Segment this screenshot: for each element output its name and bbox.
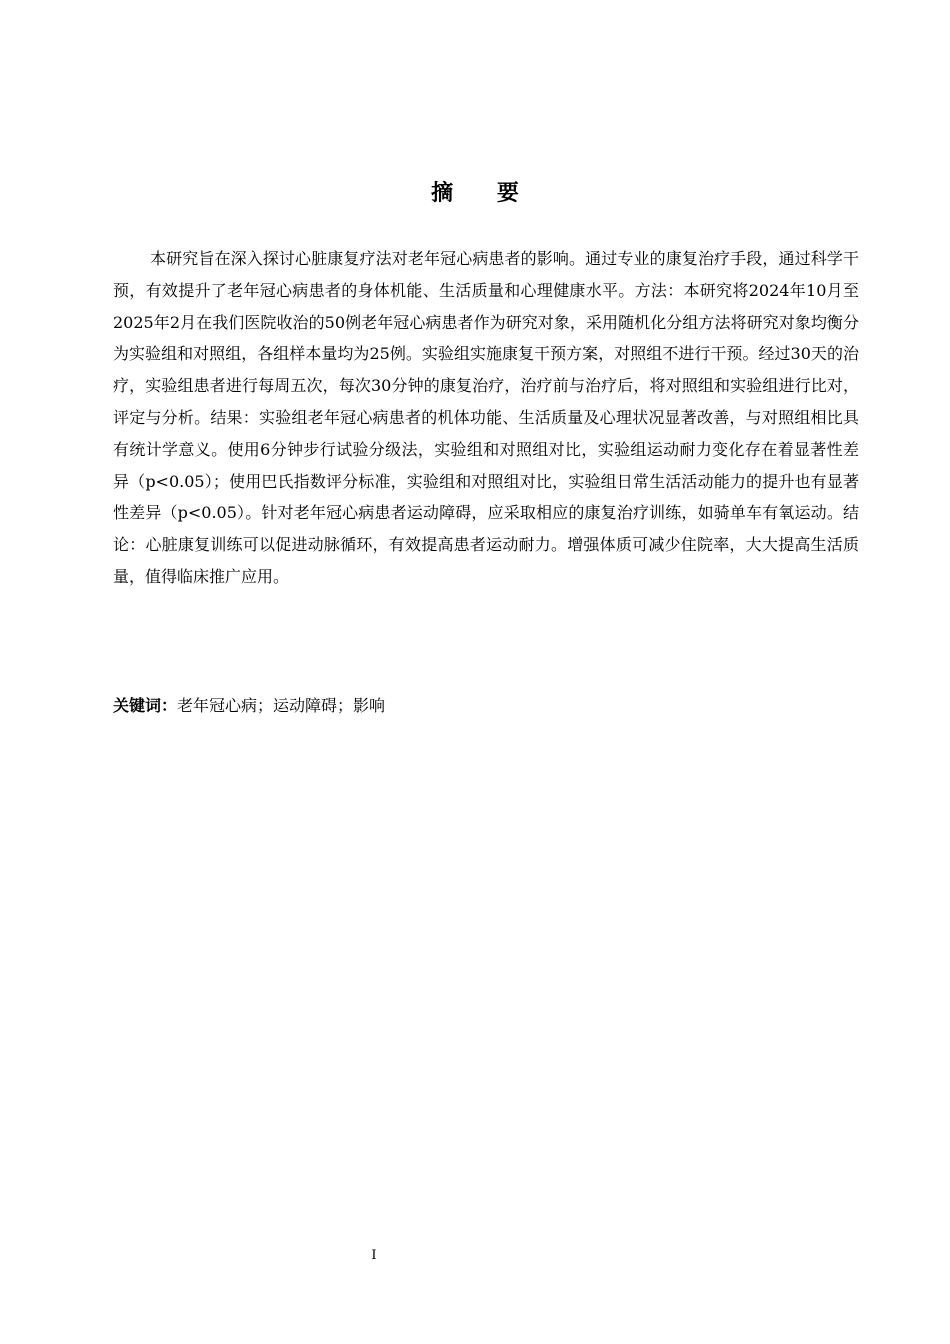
keywords-value: 老年冠心病；运动障碍；影响 xyxy=(177,696,386,715)
keywords-label: 关键词： xyxy=(113,696,178,715)
page-number: I xyxy=(371,1248,377,1263)
abstract-body: 本研究旨在深入探讨心脏康复疗法对老年冠心病患者的影响。通过专业的康复治疗手段，通过科学干预，有效提升了老年冠心病患者的身体机能、生活质量和心理健康水平。方法：本研究将2024年10月至2025年2月在我们医院收治的50例老年冠心病患者作为研究对象，采用随机化分组方法将研究对象均衡分为实验组和对照组，各组样本量均为25例。实验组实施康复干预方案，对照组不进行干预。经过30天的治疗，实验组患者进行每周五次，每次30分钟的康复治疗，治疗前与治疗后，将对照组和实验组进行比对，评定与分析。结果：实验组老年冠心病患者的机体功能、生活质量及心理状况显著改善，与对照组相比具有统计学意义。使用6分钟步行试验分级法，实验组和对照组对比，实验组运动耐力变化存在着显著性差异（p<0.05）；使用巴氏指数评分标准，实验组和对照组对比，实验组日常生活活动能力的提升也有显著性差异（p<0.05）。针对老年冠心病患者运动障碍，应采取相应的康复治疗训练，如骑单车有氧运动。结论：心脏康复训练可以促进动脉循环，有效提高患者运动耐力。增强体质可减少住院率，大大提高生活质量，值得临床推广应用。 xyxy=(113,249,859,586)
keywords-line xyxy=(113,690,859,721)
abstract-title: 摘 要 xyxy=(431,181,537,206)
